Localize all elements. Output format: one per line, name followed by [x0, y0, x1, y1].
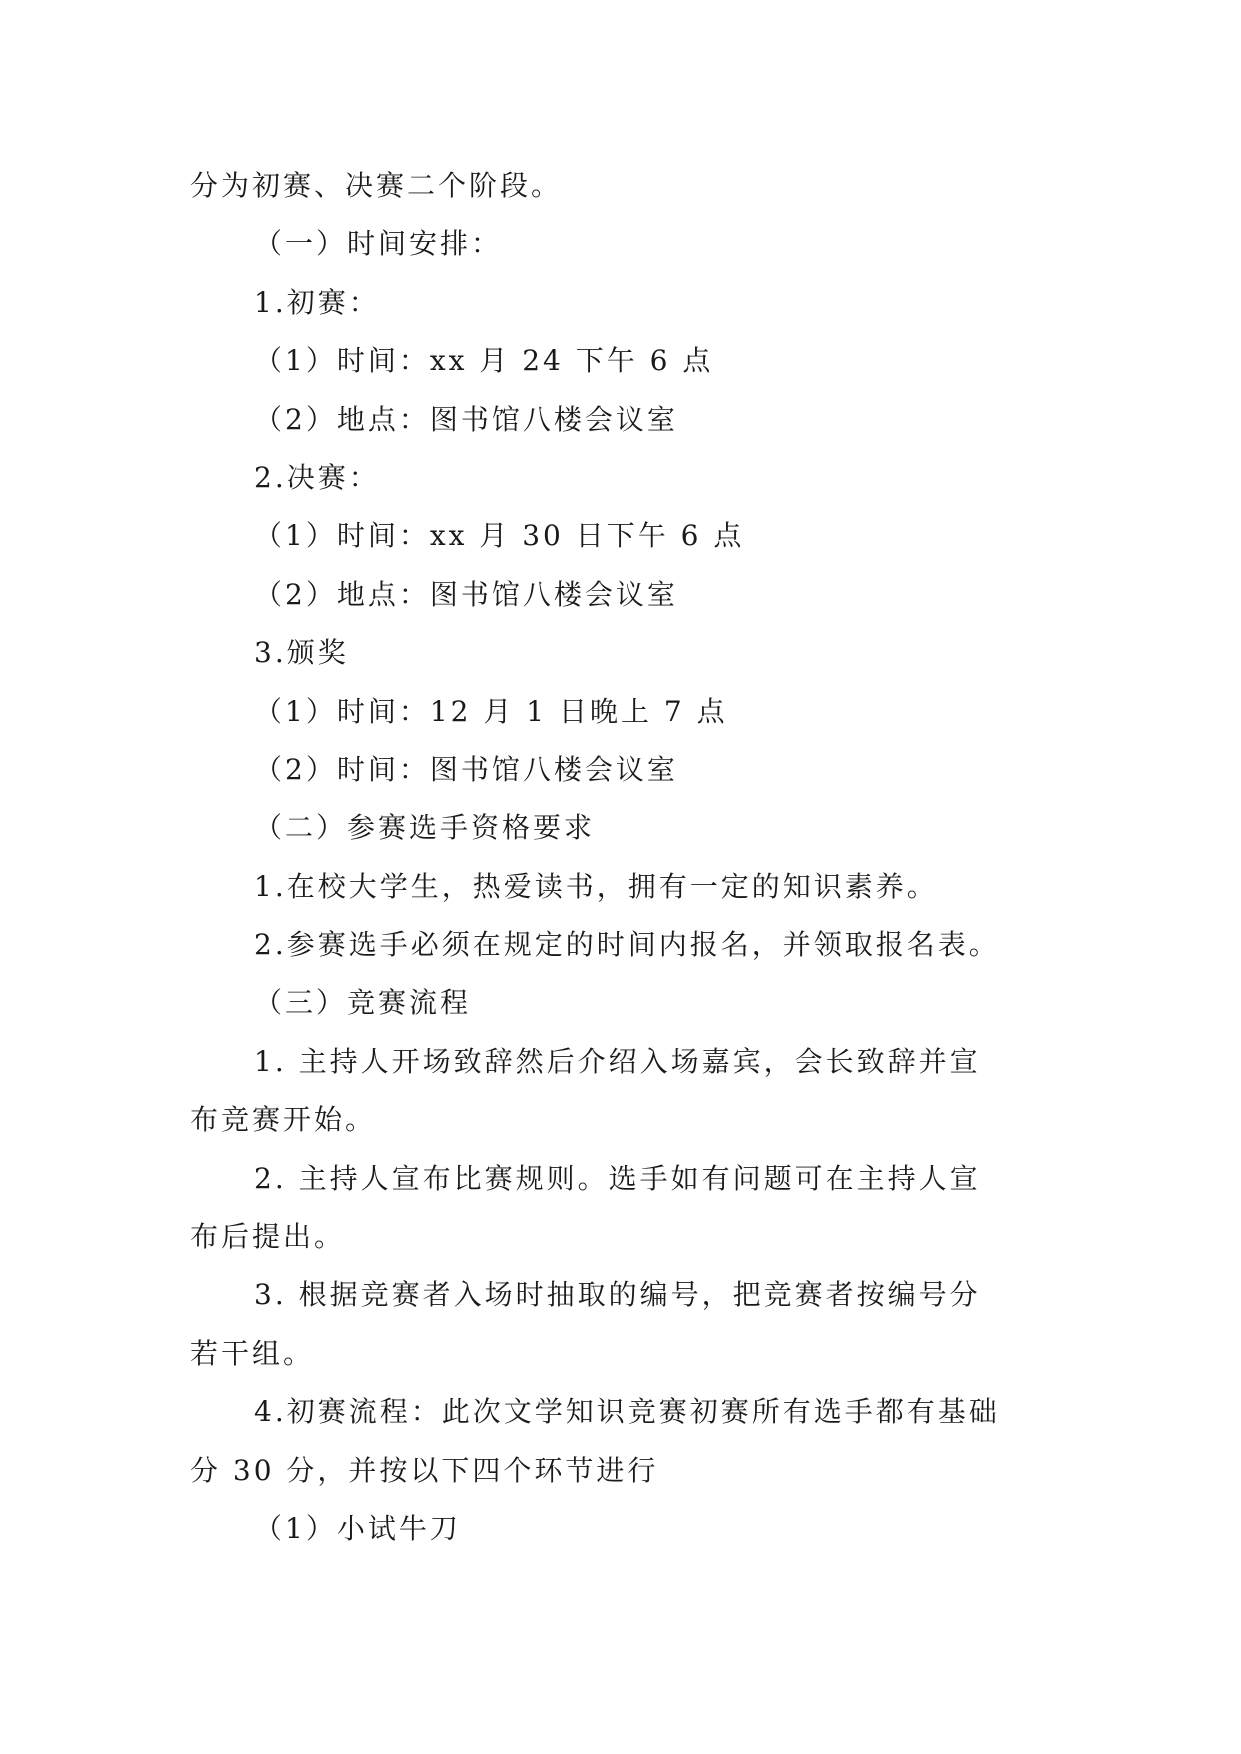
text-line: 2.参赛选手必须在规定的时间内报名，并领取报名表。 [254, 928, 1000, 962]
document-body [190, 157, 1060, 1558]
text-line: 3.颁奖 [254, 636, 349, 670]
text-line: 1.初赛： [254, 285, 380, 319]
text-line: 2. 主持人宣布比赛规则。选手如有问题可在主持人宣 [254, 1161, 981, 1195]
text-line: 分为初赛、决赛二个阶段。 [190, 169, 563, 202]
text-line: 3. 根据竞赛者入场时抽取的编号，把竞赛者按编号分 [254, 1278, 981, 1312]
text-line: 若干组。 [190, 1336, 315, 1370]
text-line: 布后提出。 [190, 1220, 346, 1254]
text-line: （1）时间：xx 月 30 日下午 6 点 [254, 519, 745, 553]
text-line: 4.初赛流程：此次文学知识竞赛初赛所有选手都有基础 [254, 1395, 1000, 1429]
section-heading: （三）竞赛流程 [254, 986, 472, 1020]
text-line: 2.决赛： [254, 460, 380, 494]
text-line: （1）时间：xx 月 24 下午 6 点 [254, 344, 714, 378]
text-line: 布竞赛开始。 [190, 1103, 377, 1137]
text-line: （1）小试牛刀 [254, 1511, 461, 1545]
text-line: 分 30 分，并按以下四个环节进行 [190, 1453, 659, 1487]
text-line: 1.在校大学生，热爱读书，拥有一定的知识素养。 [254, 869, 938, 903]
text-line: 1. 主持人开场致辞然后介绍入场嘉宾，会长致辞并宣 [254, 1044, 981, 1078]
text-line: （1）时间：12 月 1 日晚上 7 点 [254, 694, 728, 728]
text-line: （2）时间：图书馆八楼会议室 [254, 752, 678, 786]
text-line: （2）地点：图书馆八楼会议室 [254, 577, 678, 611]
section-heading: （一）时间安排： [254, 227, 503, 261]
section-heading: （二）参赛选手资格要求 [254, 811, 596, 845]
text-line: （2）地点：图书馆八楼会议室 [254, 402, 678, 436]
